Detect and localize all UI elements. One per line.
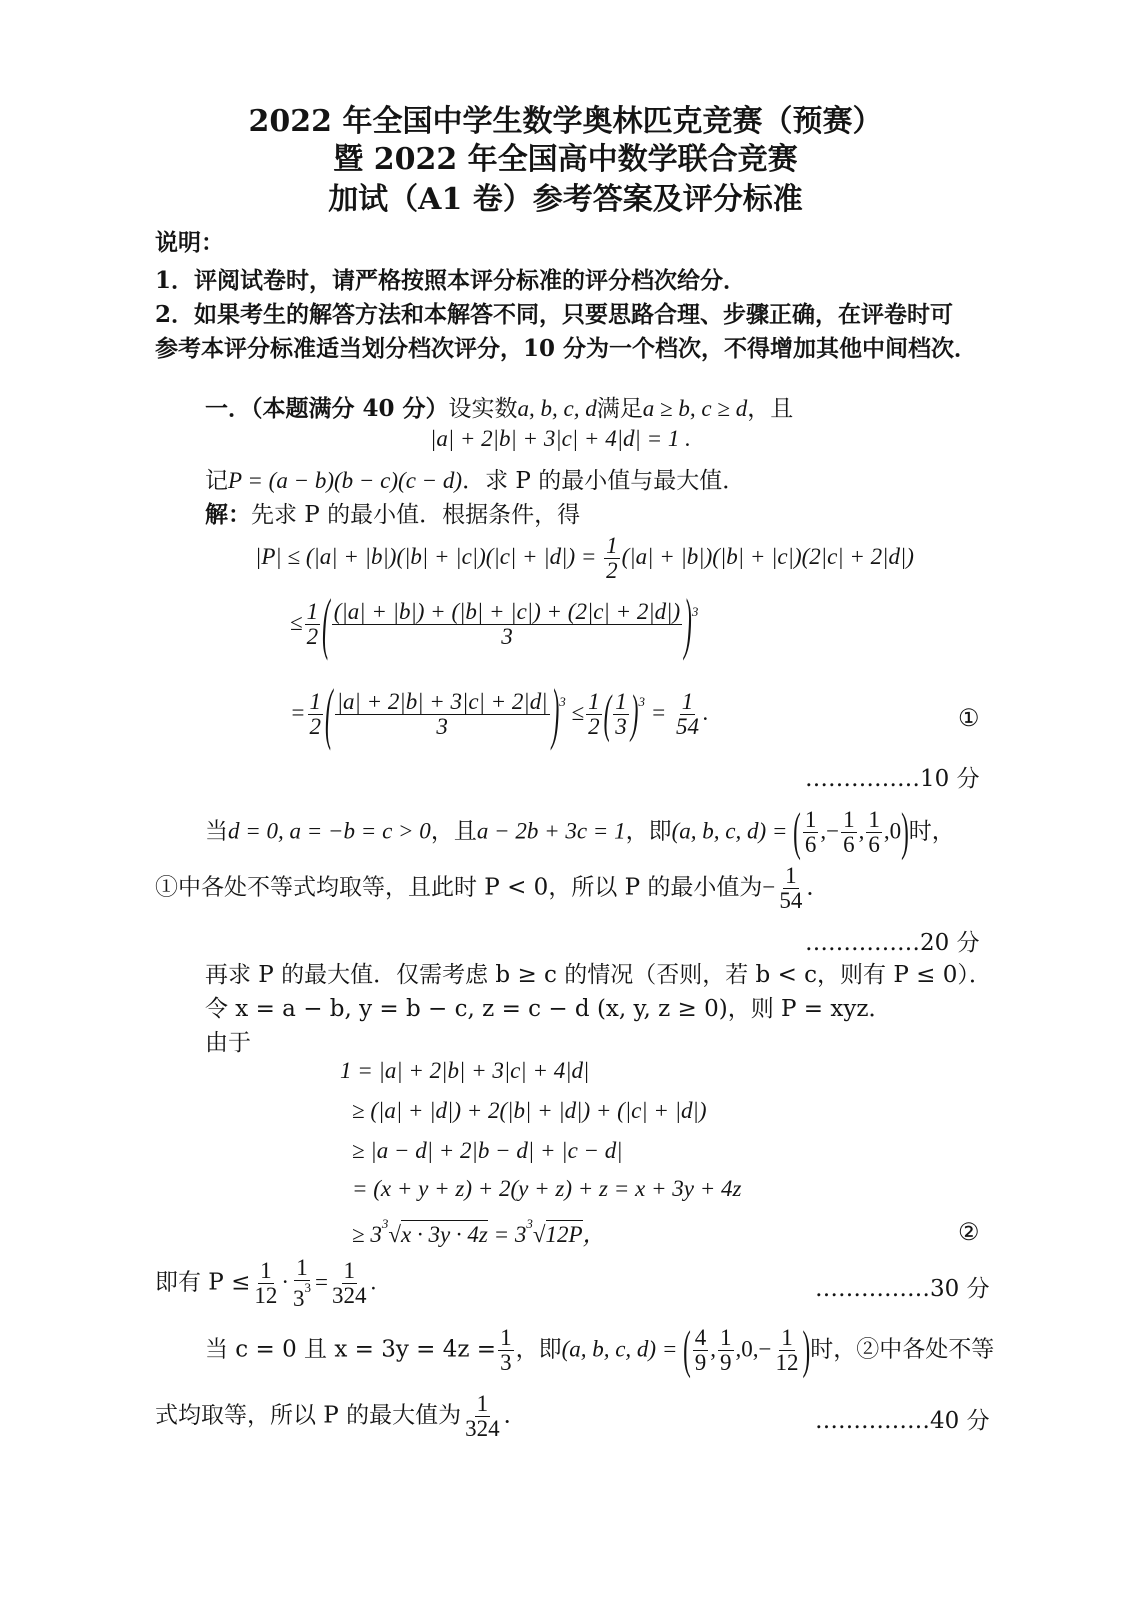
frac-num: |a| + 2|b| + 3|c| + 2|d| [336, 689, 548, 714]
cube-exponent: 3 [638, 693, 645, 709]
frac-den: 6 [868, 832, 880, 858]
frac-den: 3 [500, 1350, 512, 1376]
title-line-3: 加试（A1 卷）参考答案及评分标准 [328, 182, 803, 217]
eq1-right: (|a| + |b|)(|b| + |c|)(2|c| + 2|d|) [621, 543, 914, 569]
solution-intro [205, 496, 580, 529]
frac-num: 1 [681, 689, 694, 714]
define-suffix: ．求 P 的最小值与最大值． [462, 468, 746, 494]
frac-den: 3 [501, 624, 513, 650]
frac-num: 1 [615, 689, 627, 714]
period: ． [806, 874, 830, 901]
left-paren: ( [325, 675, 333, 751]
case1-mid2: ，即 [625, 818, 672, 845]
frac-den: 3 [615, 714, 627, 740]
left-paren: ( [603, 684, 612, 743]
radical-sign: √ [388, 1222, 401, 1247]
inequality-line-2 [290, 585, 699, 661]
frac-num: 1 [868, 807, 880, 832]
frac-den: 54 [779, 888, 803, 914]
frac-den: 9 [694, 1350, 707, 1376]
frac-max-final [463, 1392, 502, 1441]
frac-one-third [498, 1326, 514, 1375]
leq-sign: ≤ [571, 699, 585, 725]
frac-den: 12 [254, 1283, 278, 1309]
left-paren: ( [683, 1320, 691, 1379]
frac-one-twelfth-neg [774, 1326, 801, 1375]
frac-den: 6 [804, 832, 817, 858]
left-paren: ( [322, 585, 330, 661]
half-fraction-2 [305, 600, 321, 649]
case-1-conclusion [155, 864, 829, 913]
amgm-fraction [332, 600, 682, 649]
marker-1: ① [958, 704, 980, 732]
period: ． [503, 1402, 527, 1429]
frac-num: 1 [500, 1325, 512, 1350]
chain5-a: ≥ 3 [352, 1222, 382, 1247]
frac-den: 6 [843, 832, 855, 858]
frac-max [330, 1259, 369, 1308]
eq-sign: = [315, 1269, 329, 1295]
frac-num: 1 [588, 689, 600, 714]
chain-line-5 [352, 1216, 606, 1249]
case-2-line: 当 c = 0 且 x = 3y = 4z = $\frac{1}{3}$ ，即(a, b, c, d) = ( $\frac{4}{9}$ , $\frac{1}{9}$ ,0,− $\frac{1}{12}$ )时，②中各处不等 [205, 1326, 994, 1375]
case2-conclusion-text: 式均取等，所以 P 的最大值为 [155, 1402, 462, 1429]
radicand-1: x · 3y · 4z [401, 1222, 488, 1247]
frac-num: 1 [296, 1255, 308, 1280]
case2-prefix: 当 c = 0 且 x = 3y = 4z = [205, 1336, 497, 1363]
left-paren: ( [793, 802, 801, 861]
half-fraction-1 [604, 534, 620, 583]
constraint-equation: |a| + 2|b| + 3|c| + 4|d| = 1 . [430, 426, 691, 451]
eq-sign: = [290, 699, 306, 725]
frac-one-sixth [803, 808, 819, 857]
marker-2: ② [958, 1218, 980, 1246]
radical-sign: √ [532, 1222, 546, 1247]
tuple-head: (a, b, c, d) = [671, 818, 794, 844]
frac-den: 9 [720, 1350, 732, 1376]
inequality-line-1 [255, 534, 914, 583]
score-10: ……………10 分 [805, 766, 980, 792]
half-fraction-3 [308, 690, 324, 739]
since-label: 由于 [205, 1030, 251, 1056]
frac-num: (|a| + |b|) + (|b| + |c|) + (2|c| + 2|d|) [333, 599, 681, 624]
frac-num: 1 [804, 807, 817, 832]
frac-four-ninths [693, 1326, 709, 1375]
case1-equation: a − 2b + 3c = 1 [476, 818, 626, 844]
frac-den-base: 3 [293, 1286, 305, 1312]
tuple-head: (a, b, c, d) = [561, 1336, 684, 1362]
root-index: 3 [526, 1216, 533, 1231]
note-item-2-line-2: 参考本评分标准适当划分档次评分，10 分为一个档次，不得增加其他中间档次． [155, 335, 978, 362]
upper-bound-line: 即有 P ≤ $\frac{1}{12}$ · $\frac{1}{3^3}$ = $\frac{1}{324}$ . [155, 1255, 377, 1312]
solution-label: 解： [205, 501, 251, 528]
frac-den: 2 [588, 714, 600, 740]
define-prefix: 记 [205, 468, 228, 494]
max-intro: 再求 P 的最大值．仅需考虑 b ≥ c 的情况（否则，若 b < c，则有 P ≤ 0）． [205, 962, 992, 988]
frac-den: 12 [775, 1350, 799, 1376]
substitution: 令 x = a − b, y = b − c, z = c − d (x, y, z ≥ 0)，则 P = xyz． [205, 996, 892, 1022]
frac-num: 1 [781, 1325, 793, 1350]
bound-prefix: 即有 P ≤ [155, 1269, 251, 1296]
frac-den: 324 [332, 1283, 367, 1309]
chain-line-4: = (x + y + z) + 2(y + z) + z = x + 3y + 4z [352, 1176, 742, 1201]
frac-den: 2 [309, 714, 322, 740]
frac-num: 1 [260, 1258, 272, 1283]
right-paren: ) [684, 585, 692, 661]
problem-text-1: 设实数 [448, 396, 518, 422]
frac-num: 1 [843, 807, 855, 832]
sum-fraction [335, 690, 550, 739]
frac-num: 1 [476, 1391, 489, 1416]
zero-entry: 0, [741, 1336, 759, 1362]
frac-num: 1 [720, 1325, 732, 1350]
case2-suffix: 时，②中各处不等 [810, 1336, 995, 1363]
case-2-conclusion [155, 1392, 527, 1441]
chain5-c: ， [582, 1222, 606, 1247]
title-line-1: 2022 年全国中学生数学奥林匹克竞赛（预赛） [248, 104, 883, 139]
radicand-2: 12P [545, 1222, 583, 1247]
title-line-2: 暨 2022 年全国高中数学联合竞赛 [333, 142, 798, 177]
cube-exponent: 3 [691, 603, 699, 619]
score-20: ……………20 分 [805, 930, 980, 956]
case2-mid: ，即 [515, 1336, 562, 1363]
frac-min [777, 864, 804, 913]
problem-text-3: ，且 [747, 396, 794, 422]
chain-line-2: ≥ (|a| + |d|) + 2(|b| + |d|) + (|c| + |d|) [352, 1098, 707, 1123]
note-item-2-line-1: 2．如果考生的解答方法和本解答不同，只要思路合理、步骤正确，在评卷时可 [155, 301, 954, 328]
frac-one-twelfth [252, 1259, 279, 1308]
frac-num: 1 [785, 863, 797, 888]
frac-den-exp: 3 [304, 1280, 312, 1296]
case1-prefix: 当 [205, 818, 228, 845]
frac-den: 2 [306, 624, 319, 650]
define-expression: P = (a − b)(b − c)(c − d) [228, 468, 463, 493]
problem-define [205, 462, 745, 495]
right-paren: ) [551, 675, 560, 751]
root-index: 3 [381, 1216, 389, 1231]
eq-sign: = [650, 699, 672, 725]
case1-conclusion-text: ①中各处不等式均取等，且此时 P < 0，所以 P 的最小值为 [155, 874, 763, 901]
chain-line-3: ≥ |a − d| + 2|b − d| + |c − d| [352, 1138, 623, 1163]
notes-label: 说明： [155, 229, 224, 256]
problem-text-2: 满足 [596, 396, 643, 422]
problem-heading: 一．（本题满分 40 分） [205, 395, 449, 422]
frac-one-ninth [718, 1326, 734, 1375]
note-item-1: 1．评阅试卷时，请严格按照本评分标准的评分档次给分． [155, 267, 747, 294]
case1-suffix: 时， [908, 818, 955, 845]
cube-exponent: 3 [559, 693, 566, 709]
frac-den: 54 [675, 714, 699, 740]
score-30: ……………30 分 [815, 1276, 990, 1302]
solution-intro-text: 先求 P 的最小值．根据条件，得 [251, 502, 581, 528]
problem-condition: a ≥ b, c ≥ d [642, 396, 748, 421]
leq-sign: ≤ [290, 609, 303, 635]
frac-one-over-27 [291, 1256, 313, 1311]
frac-num: 1 [306, 599, 319, 624]
minus-sign: − [758, 1336, 772, 1362]
problem-statement [205, 390, 793, 423]
frac-neg-one-sixth [841, 808, 857, 857]
frac-num: 1 [309, 689, 322, 714]
frac-one-sixth-2 [866, 808, 882, 857]
third-fraction [613, 690, 629, 739]
half-fraction-4 [586, 690, 602, 739]
right-paren: ) [802, 1320, 811, 1379]
min-value-fraction [674, 690, 701, 739]
chain5-b: = 3 [487, 1222, 527, 1247]
minus-sign: − [762, 874, 776, 900]
problem-vars: a, b, c, d [517, 396, 597, 421]
frac-num: 4 [694, 1325, 707, 1350]
case1-condition: d = 0, a = −b = c > 0 [228, 818, 431, 844]
right-paren: ) [630, 684, 639, 743]
case1-mid: ，且 [430, 818, 477, 845]
minus-sign: − [826, 818, 840, 844]
right-paren: ) [901, 802, 909, 861]
frac-den: 2 [606, 558, 618, 584]
chain-line-1: 1 = |a| + 2|b| + 3|c| + 4|d| [340, 1058, 590, 1083]
frac-num: 1 [343, 1258, 356, 1283]
frac-den: 3 [436, 714, 448, 740]
case-1-line: 当d = 0, a = −b = c > 0，且a − 2b + 3c = 1，即(a, b, c, d) = ( $\frac{1}{6}$ ,− $\frac{1}{6}$ , $\frac{1}{6}$ ,0)时， [205, 808, 955, 857]
eq1-left: |P| ≤ (|a| + |b|)(|b| + |c|)(|c| + |d|) = [255, 543, 603, 569]
frac-den: 324 [465, 1416, 500, 1442]
score-40: ……………40 分 [815, 1408, 990, 1434]
frac-num: 1 [606, 533, 618, 558]
inequality-line-3: = $\frac{1}{2}$ ( $\frac{|a| + 2|b| + 3|c| + 2|d|}{3}$ )$^3$ ≤ $\frac{1}{2}$ ( $\frac{1}{3}$ )$^3$ = $\frac{1}{54}$ . [290, 690, 709, 739]
